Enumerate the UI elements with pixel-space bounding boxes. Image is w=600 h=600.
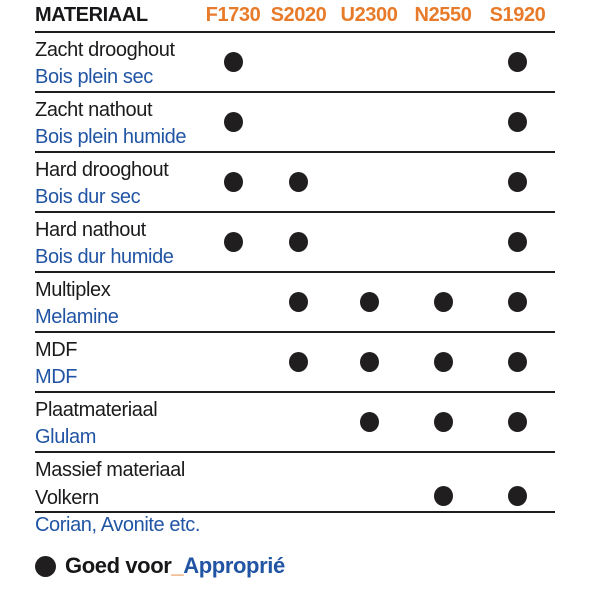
column-header-u2300: U2300 [340, 4, 398, 26]
compat-dot-icon [508, 292, 527, 312]
material-name-nl: Multiplex [35, 279, 111, 301]
compat-dot-icon [434, 352, 453, 372]
compat-cell [332, 273, 406, 331]
compat-cell [406, 33, 480, 91]
material-label [35, 33, 201, 91]
table-row [35, 333, 555, 393]
compat-cell [265, 33, 332, 91]
compat-cell [406, 333, 480, 391]
compat-dot-icon [508, 52, 527, 72]
compat-cell [480, 393, 555, 451]
table-row [35, 393, 555, 453]
compat-cell [406, 93, 480, 151]
compat-cell [332, 393, 406, 451]
table-row [35, 273, 555, 333]
compat-cell [265, 213, 332, 271]
legend [35, 553, 285, 579]
compat-cell [265, 273, 332, 331]
compat-dot-icon [508, 486, 527, 506]
material-name-nl: Zacht drooghout [35, 39, 175, 61]
column-header-f1730: F1730 [205, 4, 261, 26]
compat-cell [201, 453, 265, 539]
compat-dot-icon [289, 232, 308, 252]
material-label [35, 93, 201, 151]
material-label [35, 393, 201, 451]
compat-cell [406, 153, 480, 211]
compat-cell [480, 273, 555, 331]
table-row [35, 453, 555, 536]
compat-cell [406, 213, 480, 271]
compat-cell [406, 393, 480, 451]
material-name-nl: MDF [35, 339, 78, 361]
table-row [35, 33, 555, 93]
compat-cell [265, 393, 332, 451]
legend-separator: _ [171, 553, 184, 578]
compat-cell [201, 333, 265, 391]
material-name-nl: Hard drooghout [35, 159, 169, 181]
compat-cell [480, 93, 555, 151]
compat-cell [265, 93, 332, 151]
compat-cell [480, 213, 555, 271]
table-row [35, 93, 555, 153]
material-name-fr: Bois plein sec [35, 66, 153, 88]
material-label [35, 213, 201, 271]
compat-dot-icon [360, 412, 379, 432]
compat-cell [332, 453, 406, 539]
compat-dot-icon [360, 292, 379, 312]
material-name-nl: Massief materiaal Volkern [35, 459, 185, 509]
filled-dot-icon [35, 556, 56, 577]
compat-dot-icon [434, 486, 453, 506]
material-name-fr: Bois dur sec [35, 186, 141, 208]
compat-dot-icon [224, 52, 243, 72]
table-header-row [35, 2, 555, 33]
material-compatibility-table [35, 2, 555, 536]
table-row [35, 213, 555, 273]
compat-dot-icon [224, 172, 243, 192]
compat-cell [265, 153, 332, 211]
compat-cell [201, 153, 265, 211]
compat-cell [480, 333, 555, 391]
compat-dot-icon [434, 412, 453, 432]
material-name-fr: Bois plein humide [35, 126, 187, 148]
material-name-fr: Melamine [35, 306, 119, 328]
material-name-nl: Zacht nathout [35, 99, 153, 121]
compat-cell [201, 33, 265, 91]
material-name-nl: Plaatmateriaal [35, 399, 158, 421]
material-name-fr: MDF [35, 366, 78, 388]
compat-dot-icon [508, 172, 527, 192]
compat-cell [332, 33, 406, 91]
material-name-nl: Hard nathout [35, 219, 146, 241]
compat-dot-icon [289, 172, 308, 192]
legend-label-fr: Approprié [183, 553, 285, 578]
compat-dot-icon [224, 232, 243, 252]
legend-label-nl: Goed voor [65, 553, 172, 578]
material-name-fr: Corian, Avonite etc. [35, 514, 201, 536]
column-header-n2550: N2550 [414, 4, 472, 26]
compat-cell [265, 333, 332, 391]
compat-cell [480, 33, 555, 91]
compat-dot-icon [508, 412, 527, 432]
compat-cell [332, 153, 406, 211]
compat-cell [201, 93, 265, 151]
compat-dot-icon [508, 352, 527, 372]
compat-dot-icon [360, 352, 379, 372]
compat-cell [201, 213, 265, 271]
compat-cell [332, 93, 406, 151]
table-row [35, 153, 555, 213]
material-name-fr: Bois dur humide [35, 246, 174, 268]
compat-cell [265, 453, 332, 539]
material-label [35, 453, 201, 539]
compat-cell [332, 213, 406, 271]
compat-cell [201, 393, 265, 451]
compat-cell [480, 453, 555, 539]
material-label [35, 333, 201, 391]
compat-dot-icon [508, 232, 527, 252]
compat-dot-icon [224, 112, 243, 132]
compat-dot-icon [508, 112, 527, 132]
legend-label [65, 553, 285, 579]
column-header-s1920: S1920 [489, 4, 546, 26]
material-label [35, 273, 201, 331]
compat-dot-icon [289, 352, 308, 372]
compat-cell [480, 153, 555, 211]
compat-cell [406, 273, 480, 331]
compat-cell [201, 273, 265, 331]
material-label [35, 153, 201, 211]
column-header-materiaal: MATERIAAL [35, 4, 148, 26]
column-header-s2020: S2020 [270, 4, 327, 26]
compat-cell [332, 333, 406, 391]
compat-cell [406, 453, 480, 539]
compat-dot-icon [289, 292, 308, 312]
compat-dot-icon [434, 292, 453, 312]
material-name-fr: Glulam [35, 426, 96, 448]
